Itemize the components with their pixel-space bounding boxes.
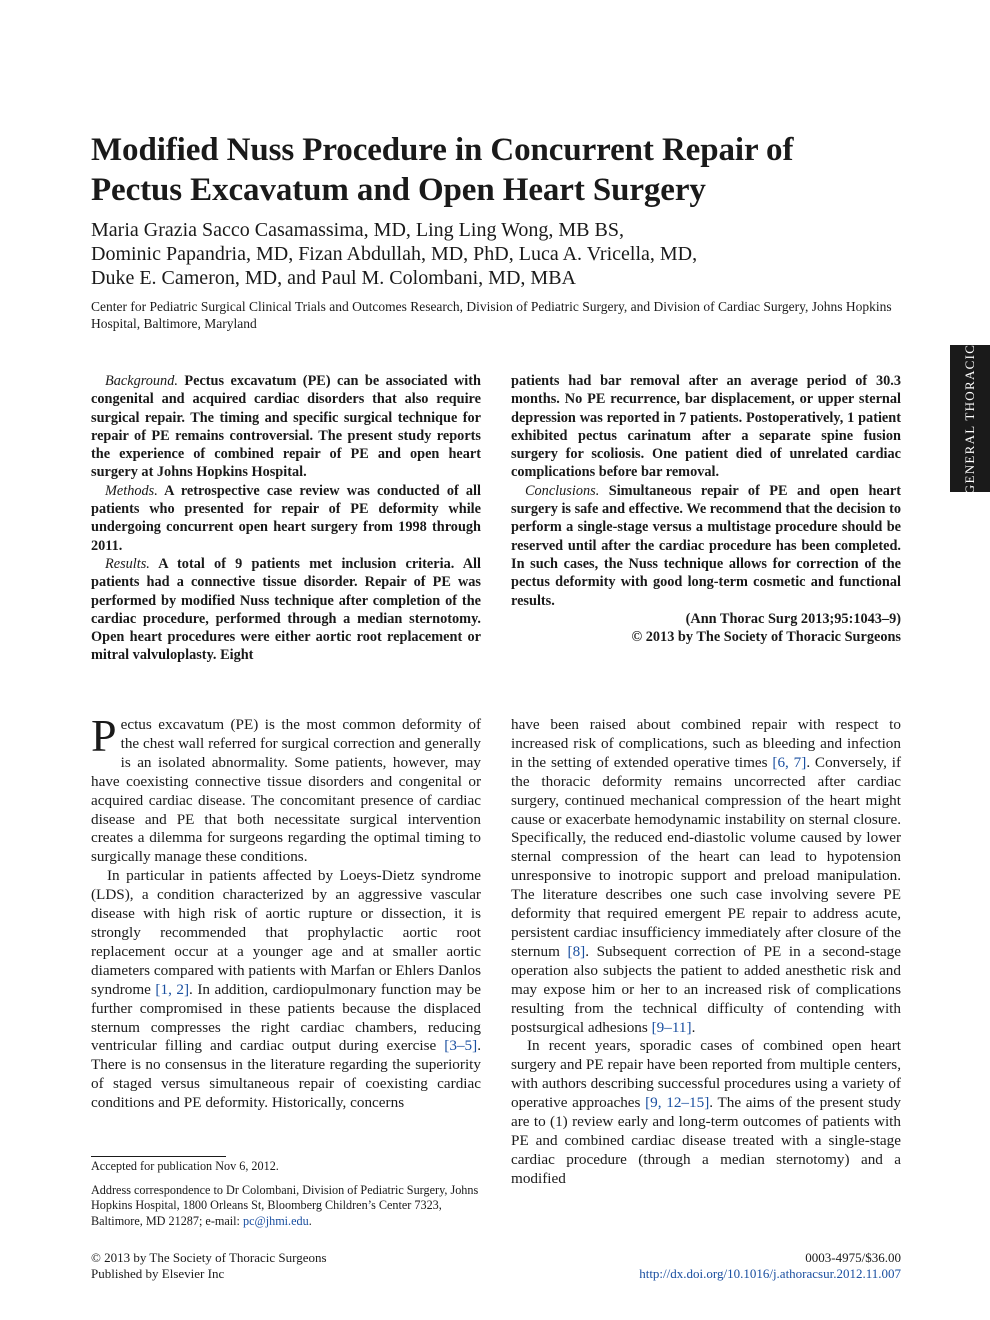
correspondence-address xyxy=(91,1183,481,1230)
abstract-results xyxy=(91,555,481,665)
address-end: . xyxy=(308,1213,312,1228)
reference-link[interactable]: [3–5] xyxy=(444,1037,478,1055)
publisher-info xyxy=(91,1250,511,1282)
methods-heading: Methods. xyxy=(105,482,158,499)
abstract-results-continued: patients had bar removal after an average period of 30.3 months. No PE recurrence, bar displacement, or upper sternal depression was reported in 7 patients. Postoperatively, 1 patient exhibited pectus carinatum after a separate spine fusion surgery for scoliosis. One patient died of unrelated cardiac complications before bar removal. xyxy=(511,373,901,481)
paragraph-3-text-d: . xyxy=(691,1018,696,1036)
methods-text: A retrospective case review was conducted of all patients who presented for repair of PE deformity while undergoing concurrent open heart surgery from 1998 through 2011. xyxy=(91,482,481,554)
results-heading: Results. xyxy=(105,555,150,572)
authors-line-2: Dominic Papandria, MD, Fizan Abdullah, MD, PhD, Luca A. Vricella, MD, xyxy=(91,243,698,265)
paragraph-2-text-b: . In addition, cardiopulmonary function may be further compromised in these patients because the displaced sternum compresses the right cardiac chambers, reducing ventricular filling and cardiac output during exercise xyxy=(91,980,481,1055)
reference-link[interactable]: [1, 2] xyxy=(155,980,190,998)
section-tab xyxy=(950,345,990,492)
reference-link[interactable]: [6, 7] xyxy=(772,753,807,771)
conclusions-text: Simultaneous repair of PE and open heart surgery is safe and effective. We recommend that the decision to perform a single-stage versus a multistage procedure should be reserved until after the cardiac procedure has been completed. In such cases, the Nuss technique allows for correction of the pectus deformity with good long-term cosmetic and functional results. xyxy=(511,482,901,609)
authors-line-3: Duke E. Cameron, MD, and Paul M. Colombani, MD, MBA xyxy=(91,267,576,289)
abstract-methods xyxy=(91,482,481,555)
background-heading: Background. xyxy=(105,373,178,389)
section-tab-label: GENERAL THORACIC xyxy=(962,343,977,494)
footnote xyxy=(91,1159,481,1229)
issn-price: 0003-4975/$36.00 xyxy=(805,1250,901,1265)
reference-link[interactable]: [8] xyxy=(567,942,586,960)
paragraph-3-text-a: have been raised about combined repair with respect to increased risk of complications, such as bleeding and infection in the setting of extended operative times xyxy=(511,716,901,771)
body-column-2 xyxy=(511,716,901,1189)
body-paragraph-1 xyxy=(91,710,481,867)
journal-citation: (Ann Thorac Surg 2013;95:1043–9) xyxy=(685,610,901,627)
conclusions-heading: Conclusions. xyxy=(525,482,600,499)
reference-link[interactable]: [9, 12–15] xyxy=(645,1094,710,1112)
abstract-background xyxy=(91,372,481,482)
abstract-column-2 xyxy=(511,372,901,646)
paragraph-3-text-b: . Conversely, if the thoracic deformity remains uncorrected after cardiac surgery, continued mechanical compression of the heart might cause or exacerbate hemodynamic instability on sternal closure. Specifically, the reduced end-diastolic volume caused by lower sternal compression of the heart can lead to hypotension unresponsive to inotropic support and preload manipulation. The literature describes one such case involving severe PE deformity that required emergent PE repair to address acute, persistent cardiac insufficiency immediately after closure of the sternum xyxy=(511,753,902,960)
results-text-part-1: A total of 9 patients met inclusion criteria. All patients had a connective tissue disorder. Repair of PE was performed by modified Nuss technique after completion of the cardiac procedure, performed through a median sternotomy. Open heart procedures were either aortic root replacement or mitral valvuloplasty. Eight xyxy=(91,555,481,664)
title-line-2: Pectus Excavatum and Open Heart Surgery xyxy=(91,172,706,208)
affiliation: Center for Pediatric Surgical Clinical Trials and Outcomes Research, Division of Pediatric Surgery, and Division of Cardiac Surgery, Johns Hopkins Hospital, Baltimore, Maryland xyxy=(91,299,892,331)
email-link[interactable]: pc@jhmi.edu xyxy=(242,1213,309,1228)
background-text: Pectus excavatum (PE) can be associated with congenital and acquired cardiac disorders that also require surgical repair. The timing and specific surgical technique for repair of PE remains controversial. The present study reports the experience of combined repair of PE and open heart surgery at Johns Hopkins Hospital. xyxy=(91,373,481,481)
title-line-1: Modified Nuss Procedure in Concurrent Repair of xyxy=(91,132,794,168)
doi-link[interactable]: http://dx.doi.org/10.1016/j.athoracsur.2012.11.007 xyxy=(639,1266,901,1281)
paragraph-1-text: ectus excavatum (PE) is the most common deformity of the chest wall referred for surgical correction and generally is an isolated abnormality. Some patients, however, may have coexisting connective tissue disorders and congenital or acquired cardiac disease. The concomitant presence of cardiac disease and PE that both necessitate surgical intervention creates a dilemma for surgeons regarding the optimal timing to surgically manage these conditions. xyxy=(91,716,481,866)
issn-doi-info xyxy=(540,1250,901,1282)
article-title xyxy=(91,130,891,210)
paragraph-4-text-b: . The aims of the present study are to (1) review early and long-term outcomes of patients with PE and combined cardiac disease treated with a single-stage cardiac procedure (through a median sternotomy) and a modified xyxy=(511,1094,901,1187)
publisher-line: Published by Elsevier Inc xyxy=(91,1266,225,1281)
abstract-column-1 xyxy=(91,372,481,665)
footnote-divider xyxy=(91,1156,226,1157)
abstract-conclusions xyxy=(511,482,901,610)
body-paragraph-3 xyxy=(511,716,901,1037)
accepted-date: Accepted for publication Nov 6, 2012. xyxy=(91,1159,279,1173)
paragraph-3-text-c: . Subsequent correction of PE in a second-stage operation also subjects the patient to added anesthetic risk and may expose him or her to an increased risk of complications resulting from the technical difficulty of contending with postsurgical adhesions xyxy=(511,942,902,1036)
body-paragraph-4 xyxy=(511,1037,901,1188)
drop-cap: P xyxy=(91,710,117,761)
body-column-1 xyxy=(91,710,481,1113)
abstract-copyright: © 2013 by The Society of Thoracic Surgeons xyxy=(631,629,901,646)
address-text: Address correspondence to Dr Colombani, Division of Pediatric Surgery, Johns Hopkins Hospital, 1800 Orleans St, Bloomberg Children’s Center 7323, Baltimore, MD 21287; e-mail: xyxy=(91,1182,479,1228)
body-paragraph-2 xyxy=(91,867,481,1113)
copyright-line: © 2013 by The Society of Thoracic Surgeons xyxy=(91,1250,327,1265)
reference-link[interactable]: [9–11] xyxy=(651,1018,692,1036)
author-list xyxy=(91,218,891,290)
paragraph-4-text-a: In recent years, sporadic cases of combined open heart surgery and PE repair have been reported from multiple centers, with authors describing successful procedures using a variety of operative approaches xyxy=(511,1037,901,1112)
authors-line-1: Maria Grazia Sacco Casamassima, MD, Ling Ling Wong, MB BS, xyxy=(91,219,624,241)
paragraph-2-text-c: . There is no consensus in the literature regarding the superiority of staged versus simultaneous repair of coexisting cardiac conditions and PE deformity. Historically, concerns xyxy=(91,1037,481,1112)
paragraph-2-text-a: In particular in patients affected by Loeys-Dietz syndrome (LDS), a condition characterized by an aggressive vascular disease with high risk of aortic rupture or dissection, it is strongly recommended that prophylactic aortic root replacement occur at a younger age and at smaller aortic diameters compared with patients with Marfan or Ehlers Danlos syndrome xyxy=(91,867,481,998)
